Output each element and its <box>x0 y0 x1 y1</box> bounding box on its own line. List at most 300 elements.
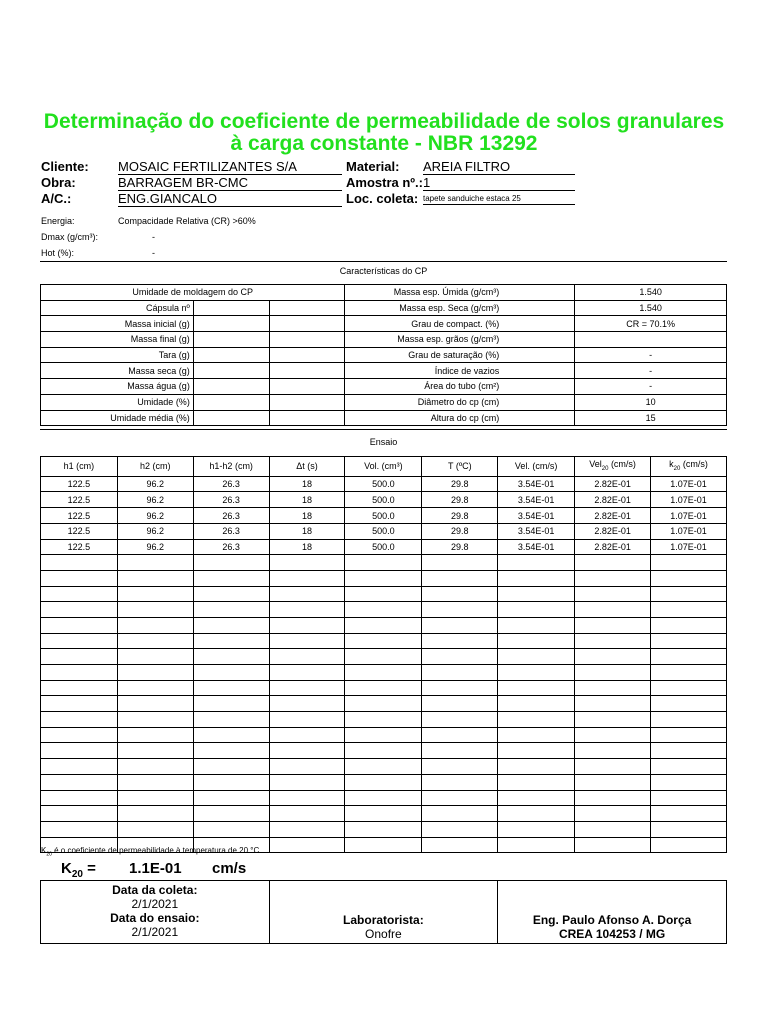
table-cell <box>575 774 651 790</box>
table-cell <box>117 696 193 712</box>
cp-left-label: Tara (g) <box>41 347 194 363</box>
table-cell <box>345 727 422 743</box>
cp-right-label: Massa esp. Úmida (g/cm³) <box>345 285 575 301</box>
cp-row <box>41 394 727 410</box>
table-cell <box>193 617 269 633</box>
table-cell: 18 <box>269 508 345 524</box>
table-cell <box>498 633 575 649</box>
table-row-empty <box>41 617 727 633</box>
table-cell <box>269 837 345 853</box>
table-cell <box>575 790 651 806</box>
table-cell: 500.0 <box>345 539 422 555</box>
table-cell <box>345 743 422 759</box>
table-row <box>41 523 727 539</box>
table-cell <box>41 759 118 775</box>
ensaio-section-title: Ensaio <box>369 437 398 447</box>
cp-right-value: 15 <box>575 410 727 426</box>
table-row <box>41 476 727 492</box>
cp-left-label: Massa água (g) <box>41 379 194 395</box>
table-cell <box>117 617 193 633</box>
table-cell <box>41 649 118 665</box>
table-cell: 1.07E-01 <box>651 539 727 555</box>
cp-cell <box>193 347 269 363</box>
table-cell <box>269 696 345 712</box>
table-row-empty <box>41 570 727 586</box>
cp-cell <box>193 394 269 410</box>
table-cell <box>575 555 651 571</box>
loc-label: Loc. coleta: <box>346 191 419 206</box>
table-cell: 500.0 <box>345 508 422 524</box>
material-label: Material: <box>346 159 400 174</box>
table-cell <box>575 633 651 649</box>
table-cell <box>422 774 498 790</box>
table-cell <box>422 602 498 618</box>
table-cell <box>651 570 727 586</box>
ensaio-header-row <box>41 457 727 477</box>
table-cell <box>269 633 345 649</box>
cp-right-value <box>575 332 727 348</box>
table-cell <box>498 555 575 571</box>
table-cell <box>269 680 345 696</box>
engineer-name: Eng. Paulo Afonso A. Dorça <box>532 913 692 927</box>
table-cell: 2.82E-01 <box>575 523 651 539</box>
table-cell <box>651 837 727 853</box>
table-row-empty <box>41 696 727 712</box>
table-cell <box>651 555 727 571</box>
page-title-line1: Determinação do coeficiente de permeabilidade de solos granulares <box>43 110 725 133</box>
table-cell <box>498 680 575 696</box>
table-cell <box>345 586 422 602</box>
table-cell <box>498 774 575 790</box>
data-coleta-value: 2/1/2021 <box>131 897 179 911</box>
table-cell: 3.54E-01 <box>498 476 575 492</box>
table-cell <box>41 586 118 602</box>
data-ensaio-label: Data do ensaio: <box>110 911 200 925</box>
table-cell: 2.82E-01 <box>575 508 651 524</box>
divider <box>40 261 727 262</box>
table-cell <box>345 790 422 806</box>
table-cell: 500.0 <box>345 492 422 508</box>
table-row-empty <box>41 586 727 602</box>
table-cell <box>269 555 345 571</box>
table-cell <box>41 712 118 728</box>
cliente-value: MOSAIC FERTILIZANTES S/A <box>118 159 342 175</box>
table-cell <box>345 665 422 681</box>
table-cell <box>193 555 269 571</box>
table-cell <box>575 821 651 837</box>
table-cell: 96.2 <box>117 508 193 524</box>
table-cell <box>345 837 422 853</box>
cp-right-value: CR = 70.1% <box>575 316 727 332</box>
cp-right-label: Massa esp. Seca (g/cm³) <box>345 300 575 316</box>
table-cell <box>41 570 118 586</box>
table-cell <box>41 806 118 822</box>
table-cell: 29.8 <box>422 539 498 555</box>
table-cell <box>345 617 422 633</box>
table-cell: 26.3 <box>193 539 269 555</box>
table-cell <box>193 570 269 586</box>
cp-cell <box>269 394 345 410</box>
table-cell <box>575 727 651 743</box>
table-cell <box>575 712 651 728</box>
umidade-header: Umidade de moldagem do CP <box>41 285 345 301</box>
table-cell <box>498 790 575 806</box>
table-cell <box>575 680 651 696</box>
table-cell: 2.82E-01 <box>575 492 651 508</box>
table-cell <box>345 774 422 790</box>
table-cell <box>575 759 651 775</box>
table-cell: 26.3 <box>193 476 269 492</box>
table-cell <box>422 696 498 712</box>
table-cell <box>345 712 422 728</box>
table-cell: 29.8 <box>422 523 498 539</box>
table-cell <box>117 712 193 728</box>
hot-value: - <box>152 248 155 258</box>
table-cell <box>345 570 422 586</box>
table-cell: 1.07E-01 <box>651 508 727 524</box>
table-cell <box>575 665 651 681</box>
cp-right-label: Diâmetro do cp (cm) <box>345 394 575 410</box>
table-row-empty <box>41 759 727 775</box>
cp-row <box>41 347 727 363</box>
table-row <box>41 492 727 508</box>
table-cell <box>41 633 118 649</box>
table-cell <box>269 712 345 728</box>
cp-left-label: Massa final (g) <box>41 332 194 348</box>
table-row-empty <box>41 649 727 665</box>
table-cell: 122.5 <box>41 492 118 508</box>
cp-cell <box>269 363 345 379</box>
table-cell: 96.2 <box>117 476 193 492</box>
cp-right-value: 1.540 <box>575 300 727 316</box>
cp-cell <box>193 300 269 316</box>
cp-right-value: - <box>575 347 727 363</box>
table-cell <box>422 743 498 759</box>
col-header-vel: Vel. (cm/s) <box>498 457 575 477</box>
table-cell <box>651 680 727 696</box>
table-cell: 2.82E-01 <box>575 476 651 492</box>
table-cell: 26.3 <box>193 508 269 524</box>
table-row-empty <box>41 555 727 571</box>
table-cell <box>422 555 498 571</box>
table-cell <box>345 555 422 571</box>
table-cell <box>651 774 727 790</box>
cp-left-label: Massa seca (g) <box>41 363 194 379</box>
table-cell <box>498 696 575 712</box>
table-cell <box>422 570 498 586</box>
cp-right-label: Massa esp. grãos (g/cm³) <box>345 332 575 348</box>
cp-cell <box>193 410 269 426</box>
col-header-vel20: Vel$_{20}$ (cm/s) <box>575 457 651 477</box>
data-ensaio-value: 2/1/2021 <box>131 925 179 939</box>
table-row-empty <box>41 727 727 743</box>
table-cell <box>41 665 118 681</box>
table-cell <box>41 617 118 633</box>
table-cell <box>117 759 193 775</box>
hot-label: Hot (%): <box>41 248 75 258</box>
table-cell <box>269 586 345 602</box>
table-cell <box>651 759 727 775</box>
cp-right-value: - <box>575 379 727 395</box>
cp-cell <box>193 332 269 348</box>
table-cell <box>345 633 422 649</box>
table-cell <box>117 774 193 790</box>
table-cell <box>117 602 193 618</box>
table-cell <box>345 696 422 712</box>
table-cell: 3.54E-01 <box>498 508 575 524</box>
table-cell <box>575 586 651 602</box>
table-cell: 122.5 <box>41 539 118 555</box>
table-cell: 18 <box>269 492 345 508</box>
table-cell: 96.2 <box>117 523 193 539</box>
table-cell <box>193 665 269 681</box>
table-cell <box>117 790 193 806</box>
table-cell: 18 <box>269 476 345 492</box>
table-cell <box>422 806 498 822</box>
cp-cell <box>269 347 345 363</box>
table-cell <box>117 665 193 681</box>
table-row-empty <box>41 821 727 837</box>
table-cell <box>498 821 575 837</box>
table-cell <box>117 743 193 759</box>
table-cell <box>422 649 498 665</box>
obra-value: BARRAGEM BR-CMC <box>118 175 342 191</box>
cp-row <box>41 363 727 379</box>
laboratorista-label: Laboratorista: <box>343 913 424 927</box>
cp-left-label: Umidade média (%) <box>41 410 194 426</box>
table-cell <box>422 790 498 806</box>
material-value: AREIA FILTRO <box>423 159 575 175</box>
cp-row <box>41 316 727 332</box>
table-cell <box>575 649 651 665</box>
table-cell <box>117 633 193 649</box>
table-cell: 18 <box>269 539 345 555</box>
crea-number: CREA 104253 / MG <box>558 927 666 941</box>
table-cell <box>651 712 727 728</box>
table-cell <box>651 821 727 837</box>
cp-cell <box>193 316 269 332</box>
cp-right-label: Área do tubo (cm²) <box>345 379 575 395</box>
table-cell <box>651 665 727 681</box>
energia-label: Energia: <box>41 216 75 226</box>
table-cell <box>193 821 269 837</box>
table-cell <box>575 743 651 759</box>
table-row-empty <box>41 743 727 759</box>
table-cell <box>41 743 118 759</box>
table-cell: 3.54E-01 <box>498 523 575 539</box>
cp-cell <box>193 363 269 379</box>
table-cell: 18 <box>269 523 345 539</box>
table-cell <box>422 712 498 728</box>
table-cell <box>651 727 727 743</box>
table-cell <box>269 617 345 633</box>
table-cell <box>117 649 193 665</box>
dmax-label: Dmax (g/cm³): <box>41 232 98 242</box>
table-cell <box>193 696 269 712</box>
table-cell <box>498 837 575 853</box>
table-cell <box>193 680 269 696</box>
table-cell <box>651 790 727 806</box>
table-row <box>41 539 727 555</box>
k20-label: $K_{20}$ = <box>61 860 96 880</box>
table-cell <box>193 633 269 649</box>
table-row-empty <box>41 602 727 618</box>
cp-row <box>41 379 727 395</box>
table-cell <box>117 727 193 743</box>
k20-note: $K_{20}$ é o coeficiente de permeabilidade à temperatura de 20 °C <box>41 846 260 858</box>
table-cell <box>498 617 575 633</box>
cp-cell <box>269 379 345 395</box>
col-header-h1-h2: h1-h2 (cm) <box>193 457 269 477</box>
table-cell: 1.07E-01 <box>651 523 727 539</box>
cp-section-title: Características do CP <box>339 266 428 276</box>
table-row-empty <box>41 680 727 696</box>
table-cell <box>498 665 575 681</box>
laboratorista-cell <box>269 881 498 944</box>
cp-row <box>41 300 727 316</box>
table-cell <box>269 570 345 586</box>
cp-table <box>40 284 727 426</box>
table-cell <box>345 821 422 837</box>
table-cell <box>575 837 651 853</box>
table-cell <box>422 680 498 696</box>
table-cell <box>651 806 727 822</box>
page-title-line2: à carga constante - NBR 13292 <box>230 132 538 155</box>
table-cell <box>651 696 727 712</box>
footer-table <box>40 880 727 944</box>
table-cell: 3.54E-01 <box>498 539 575 555</box>
table-cell <box>651 649 727 665</box>
table-row-empty <box>41 633 727 649</box>
table-cell <box>498 727 575 743</box>
table-cell: 26.3 <box>193 523 269 539</box>
table-cell <box>41 821 118 837</box>
amostra-value: 1 <box>423 175 575 191</box>
table-cell <box>422 633 498 649</box>
cp-right-label: Grau de compact. (%) <box>345 316 575 332</box>
table-cell <box>193 727 269 743</box>
table-cell <box>422 759 498 775</box>
table-cell <box>117 806 193 822</box>
ensaio-table <box>40 456 727 853</box>
cp-right-value: 10 <box>575 394 727 410</box>
table-cell <box>498 586 575 602</box>
table-cell <box>651 743 727 759</box>
table-cell <box>269 806 345 822</box>
col-header-h2: h2 (cm) <box>117 457 193 477</box>
table-row-empty <box>41 774 727 790</box>
ac-value: ENG.GIANCALO <box>118 191 342 207</box>
table-cell <box>269 774 345 790</box>
table-cell <box>117 680 193 696</box>
table-cell <box>422 837 498 853</box>
table-cell <box>41 680 118 696</box>
table-cell <box>117 821 193 837</box>
table-cell: 500.0 <box>345 476 422 492</box>
table-cell <box>498 806 575 822</box>
table-cell <box>193 806 269 822</box>
cliente-label: Cliente: <box>41 159 89 174</box>
table-cell <box>345 759 422 775</box>
col-header-vol: Vol. (cm³) <box>345 457 422 477</box>
col-header-dt: Δt (s) <box>269 457 345 477</box>
table-cell <box>269 649 345 665</box>
table-cell <box>498 649 575 665</box>
cp-right-value: - <box>575 363 727 379</box>
cp-left-label: Cápsula nº <box>41 300 194 316</box>
k20-unit: cm/s <box>212 860 247 877</box>
table-cell <box>269 665 345 681</box>
loc-value: tapete sanduiche estaca 25 <box>423 193 575 205</box>
table-cell <box>575 570 651 586</box>
cp-cell <box>269 316 345 332</box>
table-cell <box>41 696 118 712</box>
table-cell: 1.07E-01 <box>651 492 727 508</box>
table-cell <box>193 743 269 759</box>
table-cell <box>498 712 575 728</box>
table-cell <box>651 633 727 649</box>
table-cell <box>345 602 422 618</box>
table-cell <box>193 774 269 790</box>
table-cell: 122.5 <box>41 523 118 539</box>
table-row-empty <box>41 712 727 728</box>
table-cell <box>575 806 651 822</box>
laboratorista-value: Onofre <box>365 927 402 941</box>
table-cell <box>269 602 345 618</box>
table-row-empty <box>41 665 727 681</box>
table-cell: 1.07E-01 <box>651 476 727 492</box>
table-cell <box>193 790 269 806</box>
table-cell <box>575 696 651 712</box>
cp-left-label: Umidade (%) <box>41 394 194 410</box>
cp-right-value: 1.540 <box>575 285 727 301</box>
table-cell: 3.54E-01 <box>498 492 575 508</box>
cp-row <box>41 410 727 426</box>
table-cell <box>193 602 269 618</box>
table-cell: 29.8 <box>422 492 498 508</box>
amostra-label: Amostra nº.: <box>346 175 423 190</box>
table-cell <box>422 727 498 743</box>
table-cell: 122.5 <box>41 508 118 524</box>
table-cell: 96.2 <box>117 492 193 508</box>
table-cell <box>41 555 118 571</box>
cp-cell <box>269 300 345 316</box>
divider <box>40 429 727 430</box>
table-cell <box>41 774 118 790</box>
table-cell <box>651 602 727 618</box>
data-coleta-label: Data da coleta: <box>112 883 198 897</box>
cp-row <box>41 285 727 301</box>
cp-row <box>41 332 727 348</box>
ac-label: A/C.: <box>41 191 72 206</box>
table-cell <box>498 759 575 775</box>
table-cell <box>41 727 118 743</box>
table-cell: 96.2 <box>117 539 193 555</box>
table-cell: 2.82E-01 <box>575 539 651 555</box>
table-cell <box>498 743 575 759</box>
table-row-empty <box>41 806 727 822</box>
table-cell <box>41 602 118 618</box>
table-cell <box>269 727 345 743</box>
table-cell <box>422 586 498 602</box>
obra-label: Obra: <box>41 175 76 190</box>
table-cell <box>575 602 651 618</box>
table-cell <box>269 743 345 759</box>
table-cell <box>193 759 269 775</box>
table-cell <box>269 790 345 806</box>
dmax-value: - <box>152 232 155 242</box>
cp-right-label: Altura do cp (cm) <box>345 410 575 426</box>
